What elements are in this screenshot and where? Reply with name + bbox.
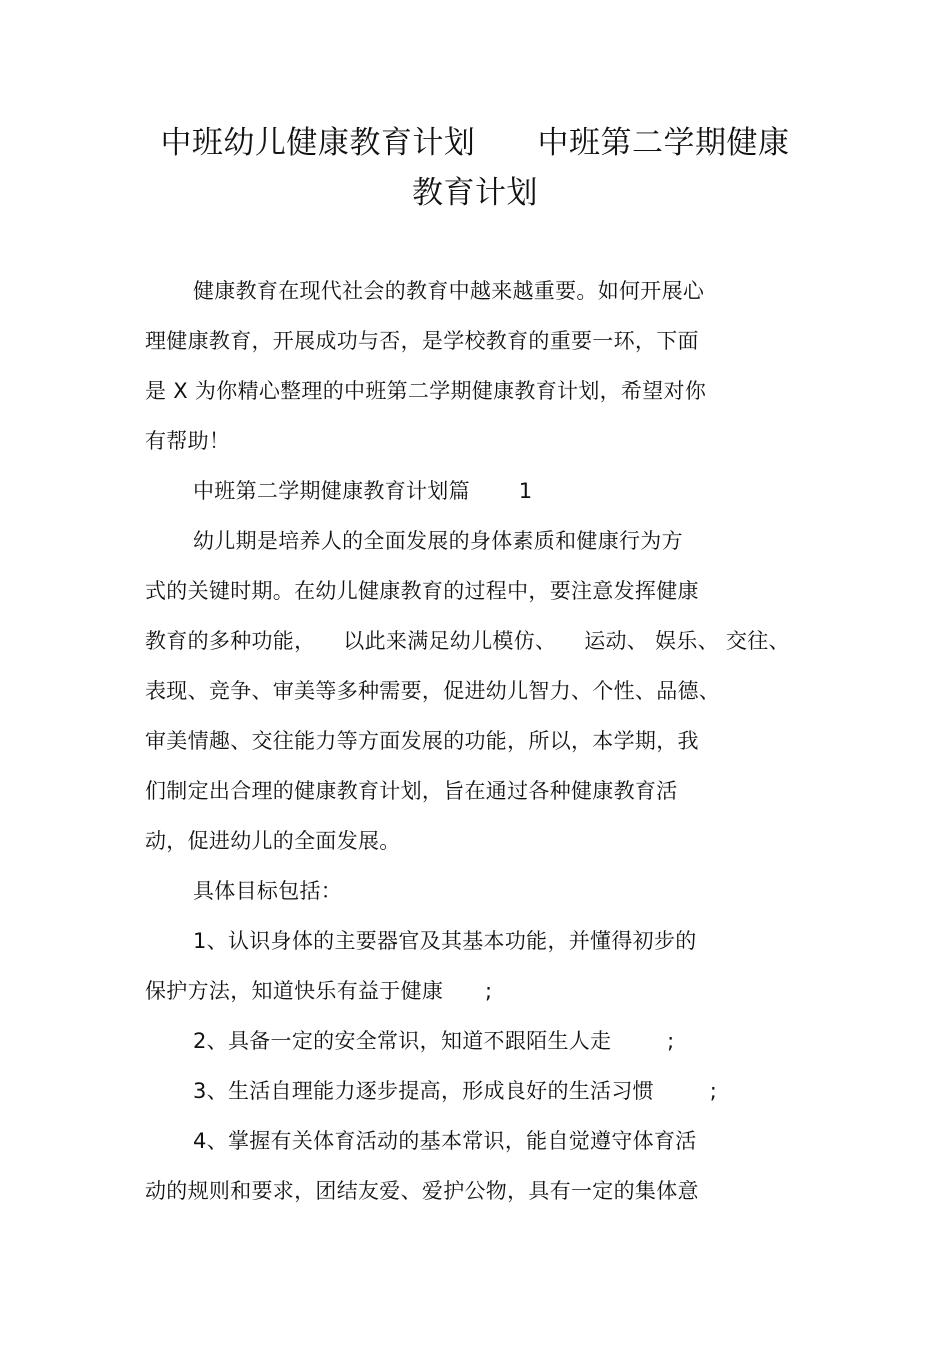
paragraph-line: 理健康教育，开展成功与否，是学校教育的重要一环，下面 (145, 329, 699, 353)
paragraph-line: 具体目标包括： (193, 879, 343, 903)
list-item-line: 4、掌握有关体育活动的基本常识，能自觉遵守体育活 (193, 1129, 697, 1153)
paragraph-line: 们制定出合理的健康教育计划，旨在通过各种健康教育活 (145, 779, 678, 803)
list-item-line: 动的规则和要求，团结友爱、爱护公物，具有一定的集体意 (145, 1179, 699, 1203)
paragraph-line: 健康教育在现代社会的教育中越来越重要。如何开展心 (193, 279, 705, 303)
list-item-line: 2、具备一定的安全常识，知道不跟陌生人走 ; (193, 1029, 675, 1053)
section-heading: 中班第二学期健康教育计划篇 1 (193, 479, 533, 503)
paragraph-line: 表现、竞争、审美等多种需要，促进幼儿智力、个性、品德、 (145, 679, 721, 703)
document-title-line-1: 中班幼儿健康教育计划 中班第二学期健康 (160, 125, 790, 161)
paragraph-line: 教育的多种功能， 以此来满足幼儿模仿、 运动、 娱乐、 交往、 (145, 629, 790, 653)
paragraph-line: 审美情趣、交往能力等方面发展的功能，所以，本学期，我 (145, 729, 699, 753)
paragraph-line: 幼儿期是培养人的全面发展的身体素质和健康行为方 (193, 529, 683, 553)
paragraph-line: 是 X 为你精心整理的中班第二学期健康教育计划，希望对你 (145, 379, 707, 403)
paragraph-line: 有帮助！ (145, 429, 231, 453)
list-item-line: 保护方法，知道快乐有益于健康 ; (145, 979, 493, 1003)
paragraph-line: 式的关键时期。在幼儿健康教育的过程中，要注意发挥健康 (145, 579, 699, 603)
list-item-line: 3、生活自理能力逐步提高，形成良好的生活习惯 ; (193, 1079, 718, 1103)
document-title-line-2: 教育计划 (412, 175, 538, 211)
paragraph-line: 动，促进幼儿的全面发展。 (145, 829, 401, 853)
list-item-line: 1、认识身体的主要器官及其基本功能，并懂得初步的 (193, 929, 697, 953)
